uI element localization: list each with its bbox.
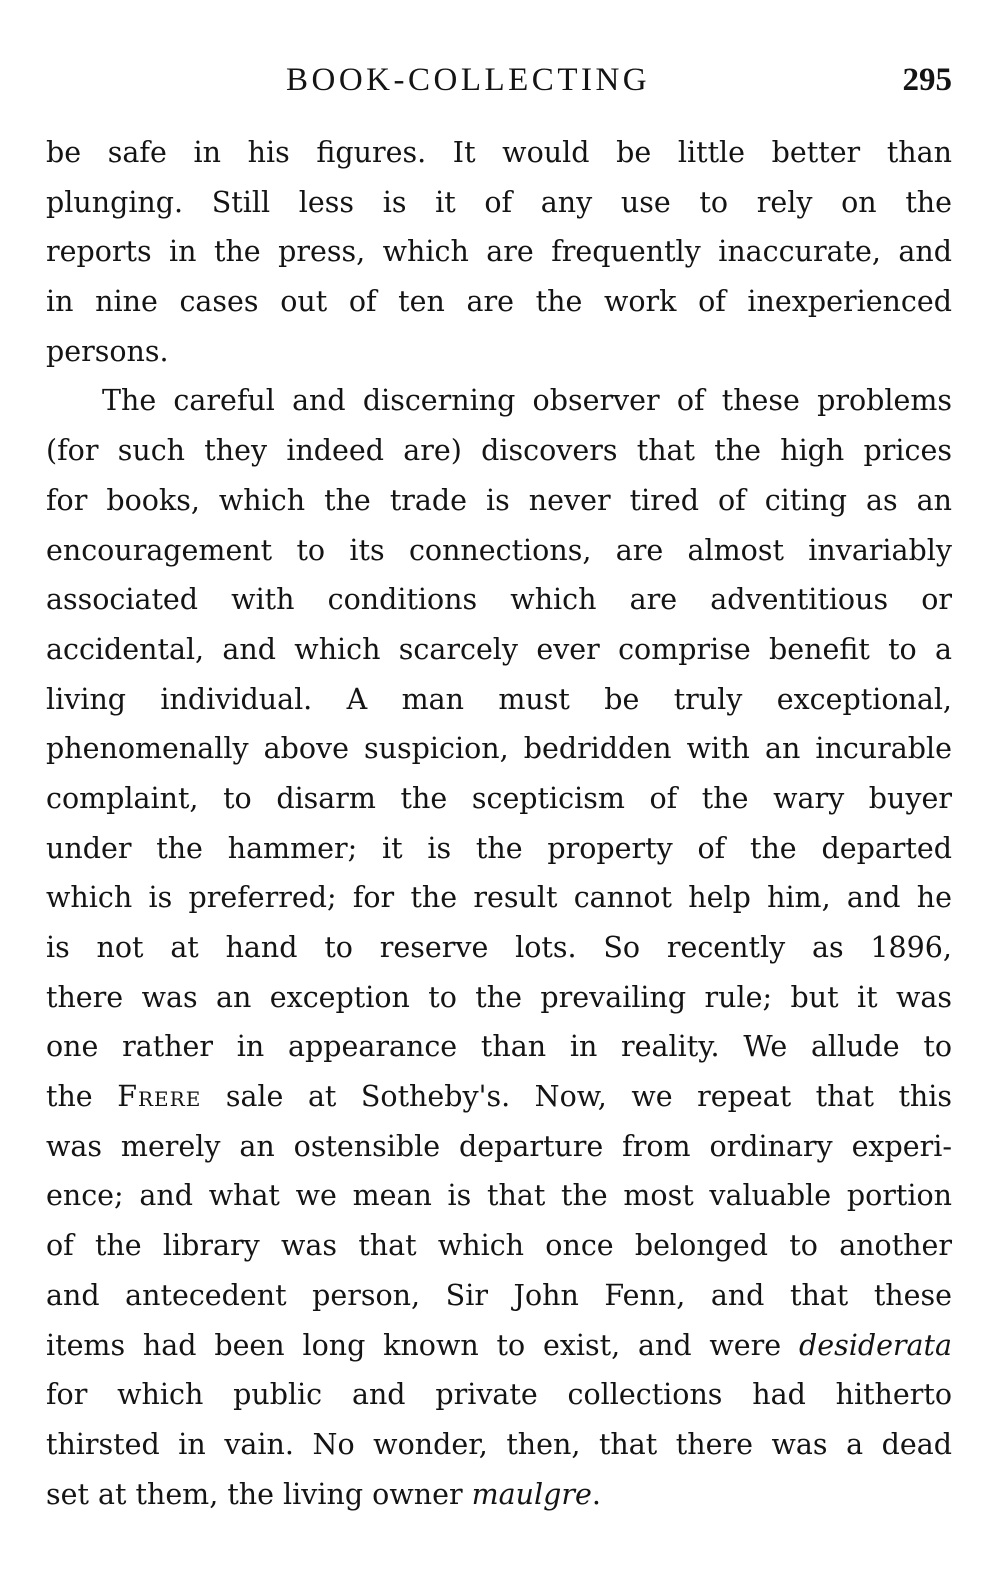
text-line: ence; and what we mean is that the most valuable portion <box>46 1179 952 1213</box>
running-head <box>40 58 952 102</box>
text-line <box>46 1072 952 1122</box>
text-line: there was an exception to the prevailing rule; but it was <box>46 980 952 1014</box>
text-run: . <box>591 1477 601 1511</box>
text-line: in nine cases out of ten are the work of inexperienced <box>46 285 952 319</box>
text-line: plunging. Still less is it of any use to rely on the <box>46 185 952 219</box>
running-title: BOOK-COLLECTING <box>286 62 651 98</box>
text-line: encouragement to its connections, are almost invariably <box>46 533 952 567</box>
text-line: persons. <box>46 334 169 368</box>
text-line: phenomenally above suspicion, bedridden with an incurable <box>46 732 952 766</box>
text-line: and antecedent person, Sir John Fenn, and that these <box>46 1278 952 1312</box>
italic-maulgre: maulgre <box>471 1477 592 1511</box>
text-line: thirsted in vain. No wonder, then, that there was a dead <box>46 1427 952 1461</box>
text-line <box>46 1470 952 1520</box>
text-run: items had been long known to exist, and were <box>46 1328 799 1362</box>
paragraph-2 <box>46 376 952 1519</box>
text-line: which is preferred; for the result cannot help him, and he <box>46 881 952 915</box>
text-line: The careful and discerning observer of these problems <box>102 384 952 418</box>
text-line: of the library was that which once belonged to another <box>46 1229 952 1263</box>
text-line: under the hammer; it is the property of the departed <box>46 831 952 865</box>
text-line: reports in the press, which are frequently inaccurate, and <box>46 235 952 269</box>
text-line: is not at hand to reserve lots. So recently as 1896, <box>46 931 952 964</box>
text-run: sale at Sotheby's. Now, we repeat that this <box>201 1080 952 1114</box>
paragraph-1 <box>46 128 952 376</box>
text-line: for books, which the trade is never tired of citing as an <box>46 483 952 517</box>
text-run: the <box>46 1080 118 1114</box>
italic-desiderata: desiderata <box>798 1328 952 1362</box>
text-line: one rather in appearance than in reality. We allude to <box>46 1030 952 1064</box>
frere-smallcaps: Frere <box>117 1080 202 1114</box>
text-line: for which public and private collections had hitherto <box>46 1378 952 1412</box>
text-line: complaint, to disarm the scepticism of the wary buyer <box>46 781 952 815</box>
text-line: accidental, and which scarcely ever comprise benefit to a <box>46 632 952 666</box>
body-text <box>46 128 952 1519</box>
text-line: be safe in his figures. It would be little better than <box>46 136 952 169</box>
text-line <box>46 1321 952 1371</box>
text-line: (for such they indeed are) discovers that the high prices <box>46 434 952 468</box>
text-line: was merely an ostensible departure from ordinary experi- <box>46 1129 952 1163</box>
text-line: living individual. A man must be truly exceptional, <box>46 682 952 716</box>
page-number: 295 <box>902 62 952 98</box>
text-line: associated with conditions which are adventitious or <box>46 583 952 617</box>
text-run: set at them, the living owner <box>46 1477 472 1511</box>
